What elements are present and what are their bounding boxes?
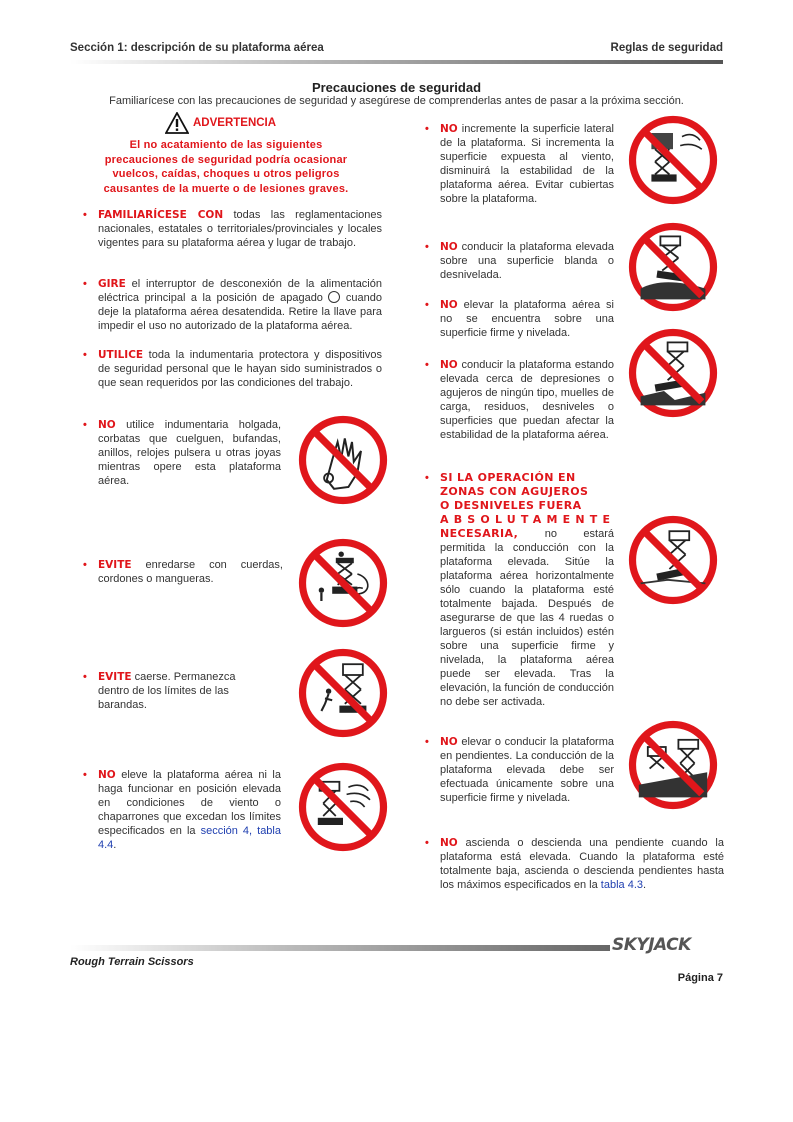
off-position-icon	[328, 291, 340, 303]
footer-rule	[70, 945, 610, 951]
bullet-keyword: SI LA OPERACIÓN EN	[440, 471, 576, 484]
no-falling-icon	[298, 648, 388, 738]
bullet-keyword: EVITE	[98, 559, 132, 571]
bullet-text: eleve la plataforma aérea ni la haga funcionar en posición elevada en condiciones de viento o chaparrones que excedan los límites especificados en la	[98, 769, 281, 837]
list-item: • SI LA OPERACIÓN EN ZONAS CON AGUJEROS O DESNIVELES FUERA ABSOLUTAMENTE NECESARIA, no estará permitida la conducción con la plataforma elevada. Sitúe la plataforma aérea horizontalmente sólo cuando la plataforma esté totalmente bajada. Después de asegurarse de que las 4 ruedas o largueros (si están incluidos) estén sobre una superficie firme y nivelada, la plataforma aérea puede ser elevada. Tras la elevación, la función de conducción no debe ser activada.	[425, 471, 616, 708]
bullet-keyword: NO	[440, 241, 458, 253]
list-item: • FAMILIARÍCESE CON todas las reglamentaciones nacionales, estatales o territoriales/provinciales y locales vigentes para su plataforma aérea y lugar de trabajo.	[83, 209, 383, 249]
no-entanglement-icon	[298, 538, 388, 628]
bullet-keyword: NO	[98, 419, 116, 431]
no-high-wind-icon	[298, 762, 388, 852]
bullet-text: ascienda o descienda una pendiente cuando la plataforma está elevada. Cuando la plataforma esté totalmente baja, ascienda o descienda pendientes hasta los máximos especificados en la	[440, 837, 724, 891]
page-number: Página 7	[677, 972, 723, 984]
bullet-text: caerse. Permanezca dentro de los límites de las barandas.	[98, 671, 236, 711]
list-item: • NO utilice indumentaria holgada, corbatas que cuelguen, bufandas, anillos, relojes pulsera u otras joyas mientras opere esta plataforma aérea.	[83, 419, 281, 487]
section-link[interactable]: sección 4, tabla 4.4	[98, 825, 281, 851]
bullet-keyword: O DESNIVELES FUERA	[440, 499, 582, 512]
bullet-text: elevar la plataforma aérea si no se encuentra sobre una superficie firme y nivelada.	[440, 299, 614, 339]
list-item: • EVITE caerse. Permanezca dentro de los límites de las barandas.	[83, 671, 236, 711]
no-soft-ground-icon	[628, 222, 718, 312]
warning-label: ADVERTENCIA	[193, 117, 277, 129]
list-item: • NO incremente la superficie lateral de la plataforma. Si incrementa la superficie expuesta al viento, disminuirá la estabilidad de la plataforma aérea. Evitar cubiertas sobre la plataforma.	[425, 123, 614, 205]
header-rule	[70, 60, 723, 64]
list-item: • EVITE enredarse con cuerdas, cordones o mangueras.	[83, 559, 283, 585]
bullet-keyword: NO	[440, 359, 458, 371]
brand-logo: SKYJACK	[612, 935, 691, 955]
warning-triangle-icon	[165, 112, 189, 134]
header-topic: Reglas de seguridad	[610, 42, 723, 54]
bullet-keyword: UTILICE	[98, 349, 144, 361]
list-item: • NO conducir la plataforma estando elevada cerca de depresiones o agujeros de ningún tipo, muelles de carga, residuos, desniveles o superficies que puedan afectar la estabilidad de la plataforma aérea.	[425, 359, 614, 441]
bullet-text: todas las reglamentaciones nacionales, estatales o territoriales/provinciales y locales vigentes para su plataforma aérea y lugar de trabajo.	[98, 209, 383, 249]
list-item: • NO elevar o conducir la plataforma en pendientes. La conducción de la plataforma elevada debe ser efectuada únicamente sobre una superficie firme y nivelada.	[425, 736, 614, 804]
bullet-text: incremente la superficie lateral de la plataforma. Si incrementa la superficie expuesta al viento, disminuirá la estabilidad de la plataforma aérea. Evitar cubiertas sobre la plataforma.	[440, 123, 614, 205]
bullet-text: elevar o conducir la plataforma en pendientes. La conducción de la plataforma elevada debe ser efectuada únicamente sobre una superficie firme y nivelada.	[440, 736, 614, 804]
table-link[interactable]: tabla 4.3	[600, 879, 643, 891]
bullet-keyword: NECESARIA,	[440, 527, 519, 540]
no-added-surface-icon	[628, 115, 718, 205]
no-uneven-surface-icon	[628, 328, 718, 418]
list-item: • GIRE el interruptor de desconexión de la alimentación eléctrica principal a la posición de apagado cuando deje la plataforma aérea desatendida. Retire la llave para impedir el uso no autorizado de la plataforma aérea.	[83, 278, 382, 332]
bullet-text: enredarse con cuerdas, cordones o mangueras.	[98, 559, 283, 585]
bullet-keyword: FAMILIARÍCESE CON	[98, 209, 224, 221]
header-section: Sección 1: descripción de su plataforma aérea	[70, 42, 324, 54]
bullet-keyword: NO	[440, 736, 458, 748]
bullet-text: conducir la plataforma elevada sobre una superficie blanda o desnivelada.	[440, 241, 614, 281]
bullet-keyword: EVITE	[98, 671, 132, 683]
bullet-text: conducir la plataforma estando elevada cerca de depresiones o agujeros de ningún tipo, muelles de carga, residuos, desniveles o superficies que puedan afectar la estabilidad de la plataforma aérea.	[440, 359, 614, 441]
bullet-text: no estará permitida la conducción con la plataforma elevada. Sitúe la plataforma aérea horizontalmente sólo cuando la plataforma esté totalmente bajada. Después de asegurarse de que las 4 ruedas o largueros (si están incluidos) estén sobre una superficie firme y nivelada, la plataforma aérea puede ser elevada. Tras la elevación, la función de conducción no debe ser activada.	[440, 528, 614, 708]
warning-text: El no acatamiento de las siguientes precauciones de seguridad podría ocasionar vuelcos, caídas, choques u otros peligros causantes de la muerte o de lesiones graves.	[103, 139, 349, 195]
bullet-keyword: NO	[440, 837, 458, 849]
page-title: Precauciones de seguridad	[311, 80, 482, 95]
footer-model: Rough Terrain Scissors	[70, 956, 194, 968]
no-slope-icon	[628, 720, 718, 810]
bullet-keyword: GIRE	[98, 278, 126, 290]
bullet-text: el interruptor de desconexión de la alimentación eléctrica principal a la posición de apagado	[98, 278, 382, 304]
bullet-text: utilice indumentaria holgada, corbatas que cuelguen, bufandas, anillos, relojes pulsera u otras joyas mientras opere esta plataforma aérea.	[98, 419, 281, 487]
list-item: • NO eleve la plataforma aérea ni la haga funcionar en posición elevada en condiciones de viento o chaparrones que excedan los límites especificados en la sección 4, tabla 4.4.	[83, 769, 281, 851]
bullet-keyword: NO	[440, 123, 458, 135]
no-drive-elevated-icon	[628, 515, 718, 605]
bullet-keyword: NO	[440, 299, 458, 311]
list-item: • NO elevar la plataforma aérea si no se encuentra sobre una superficie firme y nivelada.	[425, 299, 614, 339]
bullet-keyword: ZONAS CON AGUJEROS	[440, 485, 589, 498]
bullet-text: toda la indumentaria protectora y dispositivos de seguridad personal que le hayan sido suministrados o que sean requeridos por las condiciones del trabajo.	[98, 349, 382, 389]
bullet-keyword: ABSOLUTAMENTE	[440, 513, 616, 526]
warning-heading	[165, 112, 276, 134]
list-item: • NO ascienda o descienda una pendiente cuando la plataforma está elevada. Cuando la plataforma esté totalmente baja, ascienda o descienda pendientes hasta los máximos especificados en la tabla 4.3.	[425, 837, 724, 891]
list-item: • UTILICE toda la indumentaria protectora y dispositivos de seguridad personal que le hayan sido suministrados o que sean requeridos por las condiciones del trabajo.	[83, 349, 382, 389]
bullet-keyword: NO	[98, 769, 116, 781]
no-loose-clothing-icon	[298, 415, 388, 505]
intro-text: Familiarícese con las precauciones de seguridad y asegúrese de comprenderlas antes de pasar a la próxima sección.	[109, 95, 684, 107]
bullet-text: cuando deje la plataforma aérea desatendida. Retire la llave para impedir el uso no autorizado de la plataforma aérea.	[98, 292, 382, 332]
list-item: • NO conducir la plataforma elevada sobre una superficie blanda o desnivelada.	[425, 241, 614, 281]
